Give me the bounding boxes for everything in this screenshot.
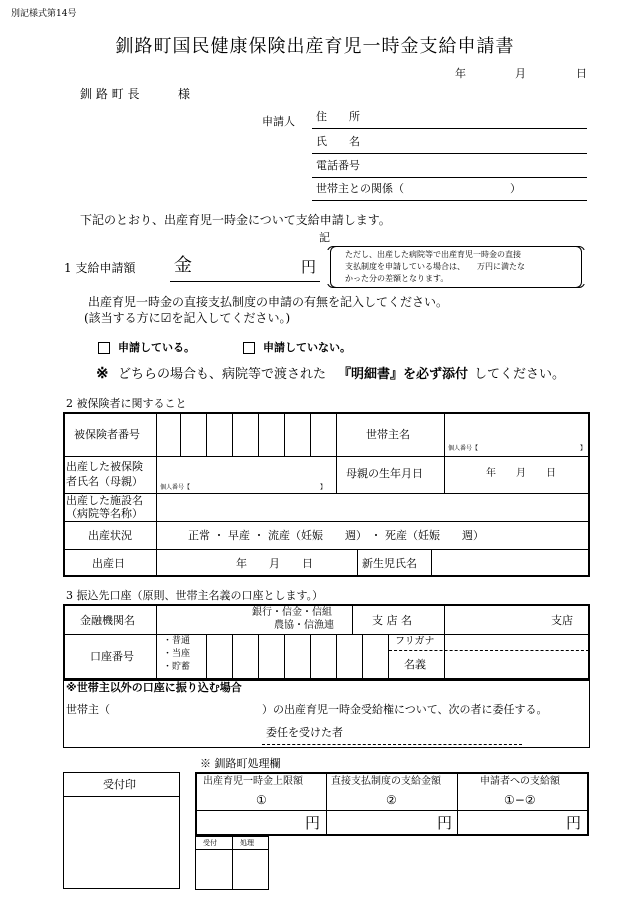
date-year: 年: [455, 67, 466, 80]
calc-col2-num: ②: [386, 793, 397, 807]
acct-type-touza: ・当座: [163, 649, 191, 659]
addressee-honorific: 様: [178, 87, 191, 101]
intro-text: 下記のとおり、出産育児一時金について支給申請します。: [80, 213, 391, 227]
acct-type-chochiku: ・貯蓄: [163, 662, 191, 672]
relation-field[interactable]: [312, 200, 587, 201]
status-label: 出産状況: [88, 529, 132, 542]
note-line-2: 支払制度を申請している場合は、 万円に満たな: [345, 262, 525, 271]
branch-name-label: 支 店 名: [372, 614, 412, 627]
calc-yen-2: 円: [437, 814, 453, 832]
delegation-heading: ※世帯主以外の口座に振り込む場合: [66, 681, 242, 694]
applicant-name-label: 氏 名: [316, 135, 360, 148]
section3-heading: 3 振込先口座（原則、世帯主名義の口座とします。）: [66, 589, 324, 602]
acct-type-futsu: ・普通: [163, 636, 191, 646]
delegate-field[interactable]: [262, 744, 522, 745]
section1-label: 1 支給申請額: [64, 261, 136, 275]
mother-birth-ymd: 年 月 日: [486, 468, 556, 479]
note-line-3: かった分の差額となります。: [345, 274, 449, 283]
phone-field[interactable]: [312, 177, 587, 178]
relation-close: ）: [510, 182, 521, 195]
warning-text-a: どちらの場合も、病院等で渡された: [118, 367, 327, 382]
bank-types-2: 農協・信漁連: [274, 620, 334, 631]
calc-col3-num: ①−②: [504, 793, 536, 807]
mother-birth-label: 母親の生年月日: [346, 467, 423, 480]
addressee-name: 釧 路 町 長: [80, 87, 140, 101]
calc-col1-num: ①: [256, 793, 267, 807]
shori-label: 処理: [240, 839, 254, 847]
applicant-phone-label: 電話番号: [316, 159, 360, 172]
householder-label: 世帯主名: [366, 428, 410, 441]
section2-heading: 2 被保険者に関すること: [66, 397, 187, 410]
delegation-householder: 世帯主（: [66, 703, 110, 716]
form-number: 別記様式第14号: [11, 9, 77, 19]
applied-checkbox[interactable]: [98, 342, 110, 354]
facility-label-2: （病院等名称）: [66, 507, 143, 520]
name-field[interactable]: [312, 153, 587, 154]
account-no-label: 口座番号: [90, 650, 134, 663]
warning-text-c: してください。: [474, 367, 566, 382]
warning-text-b: 『明細書』を必ず添付: [338, 367, 469, 382]
mother-name-label-2: 者氏名（母親）: [66, 475, 143, 488]
meigi-label: 名義: [404, 658, 426, 671]
not-applied-checkbox[interactable]: [243, 342, 255, 354]
delegate-label: 委任を受けた者: [266, 726, 343, 739]
uketsuke-label: 受付: [203, 839, 217, 847]
calc-col1: 出産育児一時金上限額: [203, 776, 303, 787]
ki-label: 記: [319, 231, 330, 244]
direct-payment-line1: 出産育児一時金の直接支払制度の申請の有無を記入してください。: [88, 295, 449, 309]
furigana-label: フリガナ: [395, 636, 435, 647]
warning-mark: ※: [96, 364, 109, 382]
not-applied-label: 申請していない。: [263, 341, 351, 354]
page-title: 釧路町国民健康保険出産育児一時金支給申請書: [115, 36, 515, 57]
calc-yen-3: 円: [566, 814, 582, 832]
householder-kojin: 個人番号【: [448, 445, 479, 452]
facility-label-1: 出産した施設名: [66, 494, 143, 507]
delegation-text: ）の出産育児一時金受給権について、次の者に委任する。: [262, 703, 548, 716]
applicant-label: 申請人: [262, 115, 295, 128]
newborn-label: 新生児氏名: [362, 557, 417, 570]
applied-label: 申請している。: [118, 341, 195, 354]
calc-col3: 申請者への支給額: [480, 776, 560, 787]
bank-name-label: 金融機関名: [80, 614, 135, 627]
mother-kojin: 個人番号【: [160, 484, 191, 491]
direct-payment-line2: (該当する方に☑を記入してください。): [84, 311, 291, 325]
mother-name-label-1: 出産した被保険: [66, 460, 143, 473]
birth-date-ymd: 年 月 日: [236, 557, 313, 570]
address-field[interactable]: [312, 128, 587, 129]
amount-field[interactable]: [170, 281, 320, 282]
date-month: 月: [515, 67, 526, 80]
applicant-address-label: 住 所: [316, 110, 360, 123]
kin-label: 金: [174, 255, 192, 276]
relation-label: 世帯主との関係（: [316, 182, 404, 195]
insured-no-label: 被保険者番号: [74, 428, 140, 441]
reception-label: 受付印: [103, 778, 136, 791]
calc-col2: 直接支払制度の支給金額: [331, 776, 441, 787]
birth-date-label: 出産日: [92, 557, 125, 570]
note-line-1: ただし、出産した病院等で出産育児一時金の直接: [345, 250, 521, 259]
calc-yen-1: 円: [305, 814, 321, 832]
status-options: 正常 ・ 早産 ・ 流産（妊娠 週） ・ 死産（妊娠 週）: [188, 529, 484, 542]
yen-label: 円: [301, 258, 317, 276]
branch-suffix: 支店: [551, 614, 573, 627]
date-day: 日: [576, 67, 587, 80]
bank-types-1: 銀行・信金・信組: [252, 607, 332, 618]
office-heading: ※ 釧路町処理欄: [200, 757, 281, 770]
